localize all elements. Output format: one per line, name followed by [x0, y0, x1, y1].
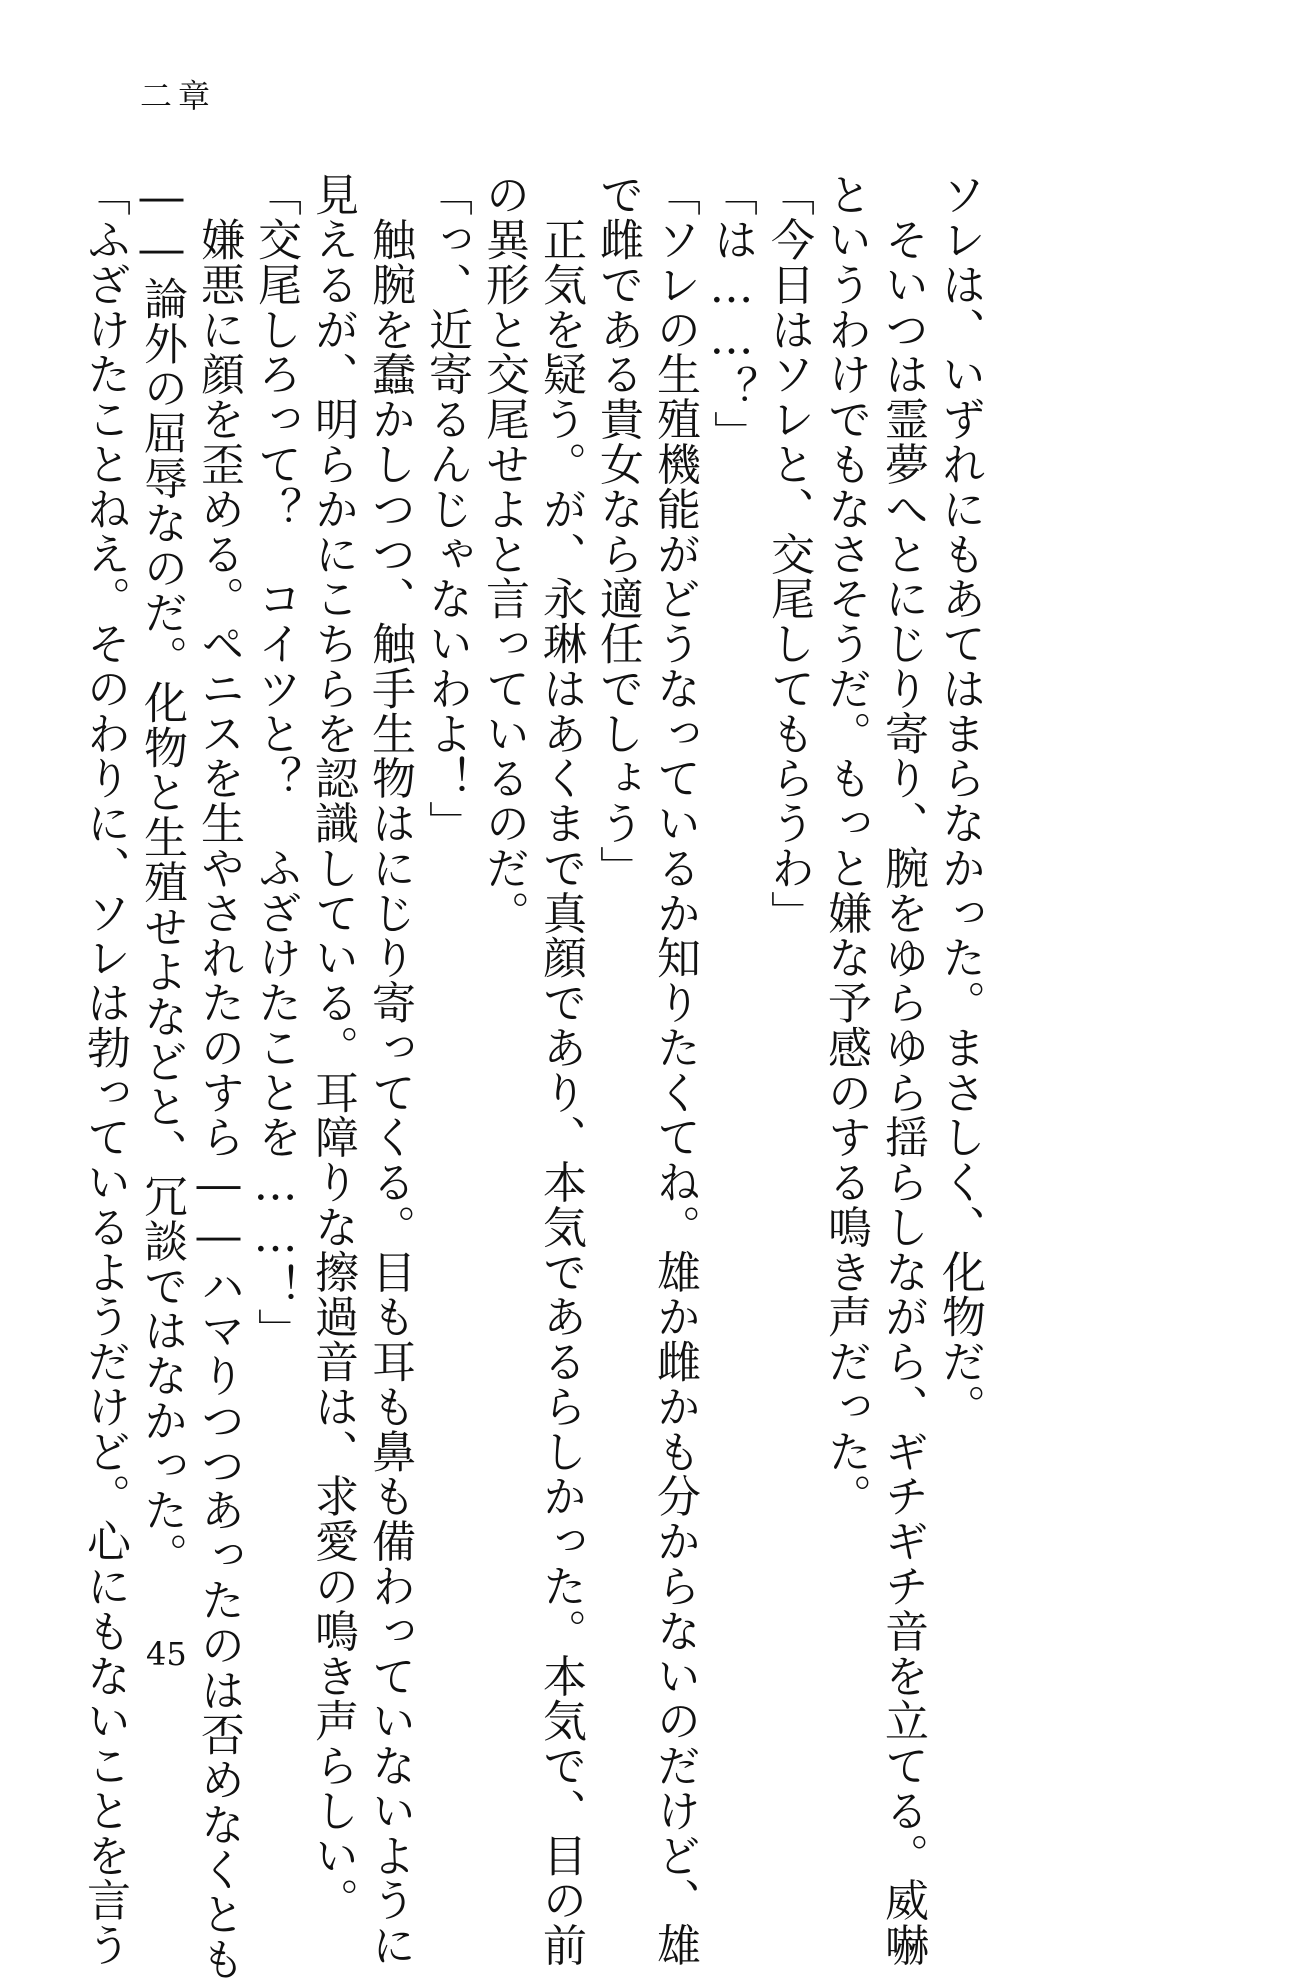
text-line: ――論外の屈辱なのだ。化物と生殖せよなどと、冗談ではなかった。: [136, 172, 187, 1578]
text-line: の異形と交尾せよと言っているのだ。: [478, 172, 529, 935]
text-line: 嫌悪に顔を歪める。ペニスを生やされたのすら――ハマりつつあったのは否めなくとも: [193, 172, 244, 1981]
text-line: というわけでもなさそうだ。もっと嫌な予感のする鳴き声だった。: [820, 172, 871, 1519]
text-line: 「ふざけたことねえ。そのわりに、ソレは勃っているようだけど。心にもないことを言う: [79, 172, 130, 1968]
page-number: 45: [146, 1635, 187, 1673]
chapter-title: 二章: [140, 77, 217, 115]
text-line: 「今日はソレと、交尾してもらうわ」: [763, 172, 814, 935]
text-line: ソレは、いずれにもあてはまらなかった。まさしく、化物だ。: [934, 172, 985, 1429]
text-line: 見えるが、明らかにこちらを認識している。耳障りな擦過音は、求愛の鳴き声らしい。: [307, 172, 358, 1923]
text-line: 触腕を蠢かしつつ、触手生物はにじり寄ってくる。目も耳も鼻も備わっていないように: [364, 172, 415, 1968]
text-line: で雌である貴女なら適任でしょう」: [592, 172, 643, 891]
text-line: 「は……？」: [706, 172, 757, 456]
text-line: そいつは霊夢へとにじり寄り、腕をゆらゆら揺らしながら、ギチギチ音を立てる。威嚇: [877, 172, 928, 1968]
text-line: 「交尾しろって？ コイツと？ ふざけたことを……！」: [250, 172, 301, 1353]
text-line: 「ソレの生殖機能がどうなっているか知りたくてね。雄か雌かも分からないのだけど、雄: [649, 172, 700, 1968]
text-line: 「っ、近寄るんじゃないわよ！」: [421, 172, 472, 846]
text-line: 正気を疑う。が、永琳はあくまで真顔であり、本気であるらしかった。本気で、目の前: [535, 172, 586, 1968]
